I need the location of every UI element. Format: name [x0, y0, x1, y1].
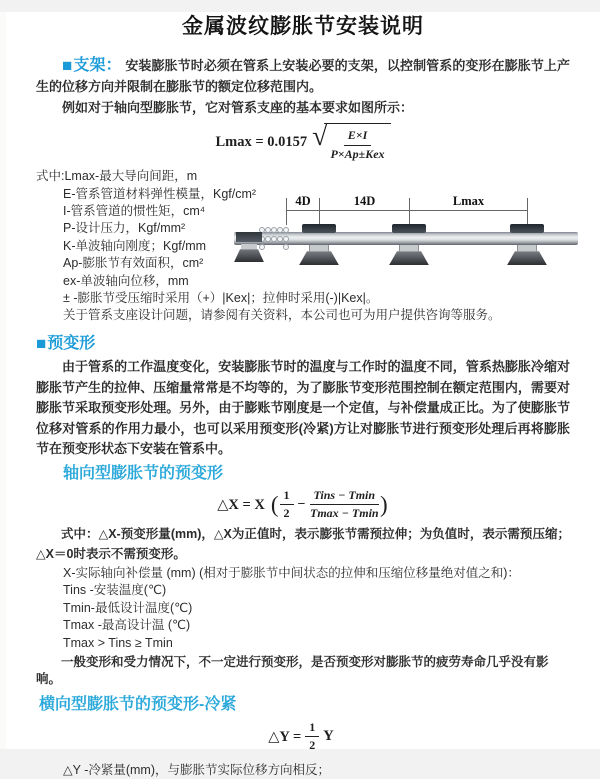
variable-line: Tmax -最高设计温 (℃) [63, 618, 191, 633]
lateral-note: △Y -冷紧量(mm)，与膨胀节实际位移方向相反； [63, 762, 331, 777]
formula-lhs: △Y = [268, 728, 302, 745]
predeform-heading-text: 预变形 [47, 335, 96, 353]
predeform-body: 由于管系的工作温度变化，安装膨胀节时的温度与工作时的温度不同，管系热膨胀冷缩对膨胀节产生的拉伸、压缩量常常是不均等的，为了膨胀节变形范围控制在额定范围内，需要对膨胀节采取预变形处理。另外，由于膨账节刚度是一个定值，与补偿量成正比。为了使膨胀节位移对管系的作用力最小，也可以采用预变形(冷紧)方让对膨胀节进行预变形处理后再将膨胀节在预变形状态下安装在管系中。 [36, 359, 570, 457]
fraction-denominator: P×Ap±Kex [330, 146, 385, 161]
dimension-line [286, 210, 527, 211]
document-page [0, 12, 600, 777]
definition-item: K-单波轴向刚度；Kgf/mm [63, 238, 207, 253]
formula-lhs: △X = X [217, 496, 265, 513]
definition-item: I-管系管道的惯性矩，cm⁴ [63, 204, 206, 218]
variable-line: X-实际轴向补偿量 (mm) (相对于膨胀节中间状态的拉伸和压缩位移量绝对值之和)： [63, 565, 520, 580]
support-heading: 支架： [73, 57, 122, 74]
definitions-and-diagram-row [36, 168, 570, 325]
definition-item: E-管系管道材料弹性模量，Kgf/cm² [63, 186, 257, 201]
predeform-heading [36, 333, 570, 355]
support-intro-text: 安装膨胀节时必须在管系上安装必要的支架，以控制管系的变形在膨胀节上产生的位移方向并限制在膨胀节的额定位移范围内。 [36, 58, 570, 94]
axial-note: 一般变形和受力情况下，不一定进行预变形，是否预变形对膨胀节的疲劳寿命几乎没有影响。 [36, 654, 549, 687]
guide-support [507, 224, 547, 266]
guide-support [299, 224, 339, 266]
page-title: 金属波纹膨胀节安装说明 [182, 15, 424, 38]
fraction-numerator: E×I [344, 128, 372, 146]
axial-heading: 轴向型膨胀节的预变形 [63, 464, 224, 482]
section-square-icon: ■ [36, 334, 47, 354]
lateral-heading: 横向型膨胀节的预变形-冷紧 [39, 695, 237, 713]
formula-fraction [330, 128, 384, 162]
section-square-icon: ■ [62, 56, 73, 75]
dim-label-4d: 4D [295, 194, 311, 209]
variable-line: Tmin-最低设计温度(℃) [63, 600, 193, 615]
variable-line: Tins -安装温度(℃) [63, 583, 167, 598]
definition-item: ex-单波轴向位移，mm [63, 273, 189, 288]
dim-label-lmax: Lmax [452, 194, 485, 209]
pipe-support-diagram [234, 194, 586, 270]
sqrt-radical [312, 123, 390, 162]
definition-item: Ap-膨胀节有效面积，cm² [63, 256, 204, 271]
minus-operator: − [297, 496, 306, 512]
lateral-formula [36, 720, 570, 754]
variable-line: Tmax > Tins ≥ Tmin [63, 635, 173, 650]
close-paren: ) [380, 492, 388, 518]
temperature-fraction: $\frac{\text{Tins − Tmin}}{Tmax - Tmin}$ [309, 487, 379, 521]
guide-support [389, 224, 429, 266]
anchor-support [234, 226, 266, 266]
open-paren: ( [270, 492, 279, 518]
example-line: 例如对于轴向型膨胀节，它对管系支座的基本要求如图所示： [62, 100, 414, 115]
dimension-tick [527, 198, 528, 225]
half-fraction: $\frac{1}{2}$ [305, 720, 319, 754]
dim-label-14d: 14D [353, 194, 376, 209]
formula-rhs: Y [323, 728, 334, 745]
axial-formula [36, 488, 570, 522]
formula-lhs: Lmax = 0.0157 [215, 134, 308, 151]
axial-legend-intro: 式中：△X-预变形量(mm)，△X为正值时，表示膨张节需预拉伸；为负值时，表示需预压缩；△X＝0时表示不需预变形。 [36, 526, 570, 562]
definition-item: 式中:Lmax-最大导向间距，m [36, 169, 198, 184]
sqrt-sign-icon: √ [312, 121, 328, 152]
support-intro-paragraph [36, 55, 570, 97]
document-content [6, 12, 600, 779]
definition-item: P-设计压力，Kgf/mm² [63, 221, 186, 236]
definition-item: 关于管系支座设计问题，请参阅有关资料，本公司也可为用户提供咨询等服务。 [63, 308, 501, 323]
lmax-formula [36, 123, 570, 162]
axial-variable-lines [36, 565, 570, 652]
definition-item: ± -膨胀节受压缩时采用（+）|Kex|；拉伸时采用(-)|Kex|。 [63, 291, 379, 306]
half-fraction: $\frac{1}{2}$ [280, 488, 294, 522]
